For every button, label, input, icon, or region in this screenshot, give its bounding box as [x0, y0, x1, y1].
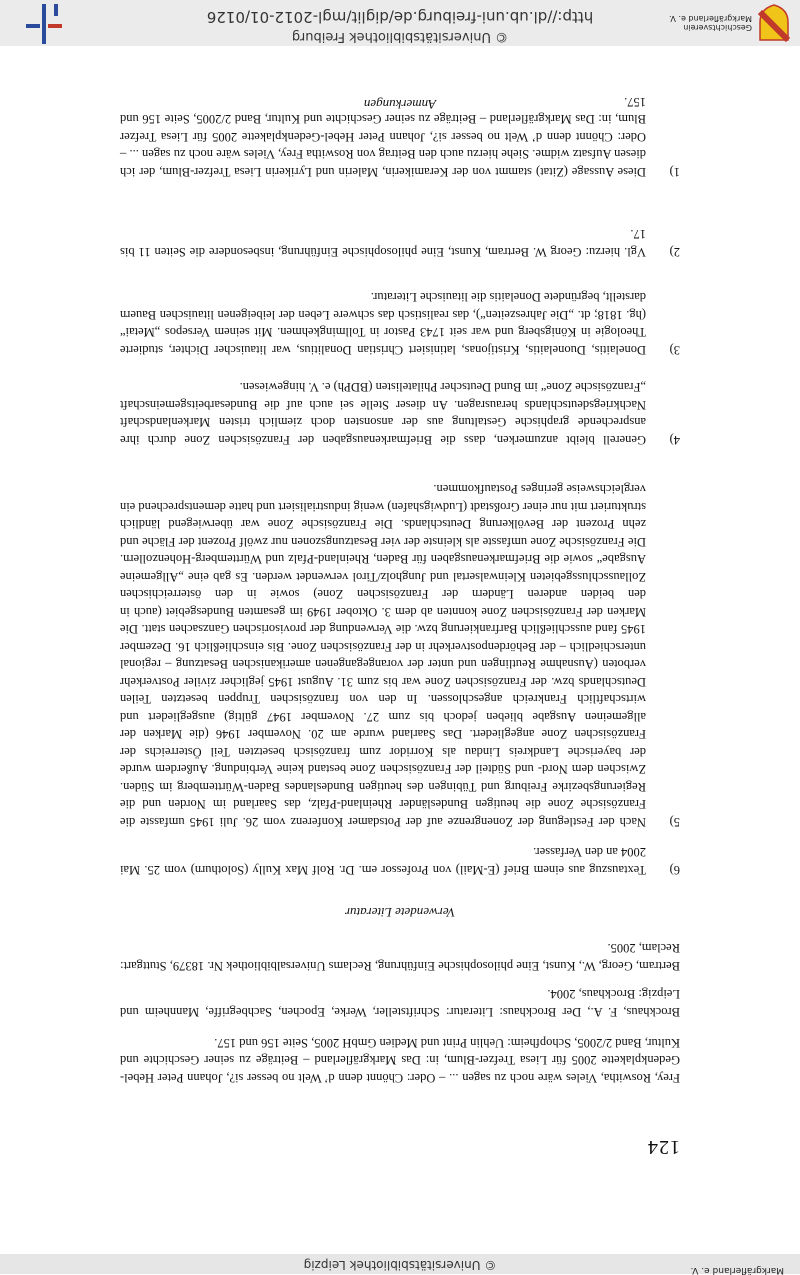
library-mark-icon — [18, 4, 68, 44]
society-name-line2: Markgräflerland e. V. — [668, 14, 752, 23]
footnote-number: 2) — [669, 245, 680, 259]
footnote-6 — [120, 843, 680, 878]
footnote-number: 6) — [669, 863, 680, 877]
footnote-3 — [120, 288, 680, 358]
footnote-1 — [120, 93, 680, 181]
footnote-number: 1) — [669, 165, 680, 179]
footer-source: © Universitätsbibliothek Freiburg — [291, 29, 509, 44]
footnote-text: Nach der Festlegung der Zonengrenze auf der Potsdamer Konferenz vom 26. Juli 1945 umfasste die Französische Zone die heutigen Bundesländer Rheinland-Pfalz, das Saarland im Norden und die Regierungsbezirke Freiburg und Tübingen des heutigen Bundeslandes Baden-Württemberg im Süden. Zwischen dem Nord- und Südteil der Französischen Zone bestand keine Verbindung. Außerdem wurde der bayerische Landkreis Lindau als Korridor zum französisch besetzten Teil Österreichs der Französischen Zone angegliedert. Das Saarland wurde am 20. November 1946 (die Marken der allgemeinen Ausgabe blieben jedoch bis zum 27. November 1947 gültig) ausgegliedert und wirtschaftlich Frankreich angeschlossen. In den von französischen Truppen besetzten Teilen Deutschlands bzw. der Französischen Zone war bis zum 31. August 1945 jeglicher ziviler Postverkehr verboten (Ausnahme Reutlingen und unter der vorangegangenen amerikanischen Besatzung – regional unterschiedlich – der Behördenpostverkehr in der Französischen Zone. Bis einschließlich 16. Dezember 1945 fand ausschließlich Barfrankierung bzw. die Verwendung der provisorischen Ganzsachen statt. Die Marken der Französischen Zone konnten ab dem 3. Oktober 1949 im gesamten Bundesgebiet (auch in den beiden anderen Ländern der Französischen Zone) sowie in den österreichischen Zollausschlussgebieten Kleinwalsertal und Jungholz/Tirol verwendet werden. Es gab eine „Allgemeine Ausgabe“ sowie die Briefmarkenausgaben für Baden, Rheinland-Pfalz und Württemberg-Hohenzollern. Die Französische Zone umfasste als kleinste der vier Besatzungszonen nur zwölf Prozent der Fläche und zehn Prozent der Bevölkerung Deutschlands. Die Französische Zone war überwiegend ländlich strukturiert mit nur einer Großstadt (Ludwigshafen) wenig industrialisiert und hatte dementsprechend ein vergleichsweise geringes Postaufkommen. — [120, 482, 646, 829]
footnote-5 — [120, 480, 680, 830]
header-source: © Universitätsbibliothek Leipzig — [303, 1258, 497, 1272]
footnote-number: 5) — [669, 815, 680, 829]
footnote-text: Vgl. hierzu: Georg W. Bertram, Kunst, Eine philosophische Einführung, insbesondere die Seiten 11 bis 17. — [120, 227, 646, 259]
footnote-number: 3) — [669, 343, 680, 357]
footnote-number: 4) — [669, 433, 680, 447]
header-society: Markgräflerland e. V. — [690, 1265, 784, 1275]
literature-heading: Verwendete Literatur — [344, 905, 456, 920]
library-logo — [18, 4, 68, 44]
literature-entry: Bertram, Georg, W., Kunst, Eine philosophische Einführung, Reclams Universalbibliothek Nr. 18379, Stuttgart: Reclam, 2005. — [120, 941, 680, 973]
footnote-2 — [120, 225, 680, 260]
footnote-text: Diese Aussage (Zitat) stammt von der Keramikerin, Malerin und Lyrikerin Liesa Trefzer-Blum, der ich diesen Aufsatz widme. Siehe hierzu auch den Beitrag von Roswitha Frey, Vieles wäre noch zu sagen ... – Oder: Chönnt denn d’ Welt no besser si?, Johann Peter Hebel-Gedenkplakette 2005 für Liesa Trefzer Blum, in: Das Markgräflerland – Beiträge zu seiner Geschichte und Kultur, Band 2/2005, Seite 156 und 157. — [120, 95, 646, 179]
viewer-footer-bar — [0, 0, 800, 46]
society-name-line1: Geschichtsverein — [683, 23, 752, 32]
scanned-page — [0, 46, 800, 1228]
footnote-text: Generell bleibt anzumerken, dass die Briefmarkenausgaben der Französischen Zone durch ihre ansprechende graphische Gestaltung aus der ansonsten doch ziemlich tristen Markenlandschaft Nachkriegsdeutschlands herausragen. An dieser Stelle sei auch auf die Bundesarbeitsgemeinschaft „Französische Zone“ im Bund Deutscher Philatelisten (BDPh) e. V. hingewiesen. — [120, 380, 646, 447]
notes-heading: Anmerkungen — [363, 97, 437, 112]
footnote-text: Donelaitis, Duonelaitis, Kristijonas, latinisiert Christian Donalitius, war litauischer Dichter, studierte Theologie in Königsberg und war seit 1743 Pastor in Tollmingkehmen. Mit seinem Versepos „Metai“ (hg. 1818; dt. „Die Jahreszeiten“), das realistisch das schwere Leben der leibeigenen litauischen Bauern darstellt, begründete Donelaitis die litauische Literatur. — [120, 290, 646, 357]
page-number: 124 — [647, 1136, 680, 1158]
footer-url[interactable]: http://dl.ub.uni-freiburg.de/diglit/mgl-2012-01/0126 — [206, 8, 594, 26]
literature-entry: Frey, Roswitha, Vieles wäre noch zu sagen ... – Oder: Chönnt denn d’ Welt no besser si?, Johann Peter Hebel-Gedenkplakette 2005 für Liesa Trefzer-Blum, in: Das Markgräflerland – Beiträge zu seiner Geschichte und Kultur, Band 2/2005, Schopfheim: Uehlin Print und Medien GmbH 2005, Seite 156 und 157. — [120, 1036, 680, 1085]
footnote-text: Textauszug aus einem Brief (E-Mail) von Professor em. Dr. Rolf Max Kully (Solothurn) vom 25. Mai 2004 an den Verfasser. — [120, 845, 646, 877]
literature-entry: Brockhaus, F. A., Der Brockhaus: Literatur: Schriftsteller, Werke, Epochen, Sachbegriffe, Mannheim und Leipzig: Brockhaus, 2004. — [120, 987, 680, 1019]
footnote-4 — [120, 378, 680, 448]
viewer-header-bar — [0, 1254, 800, 1274]
